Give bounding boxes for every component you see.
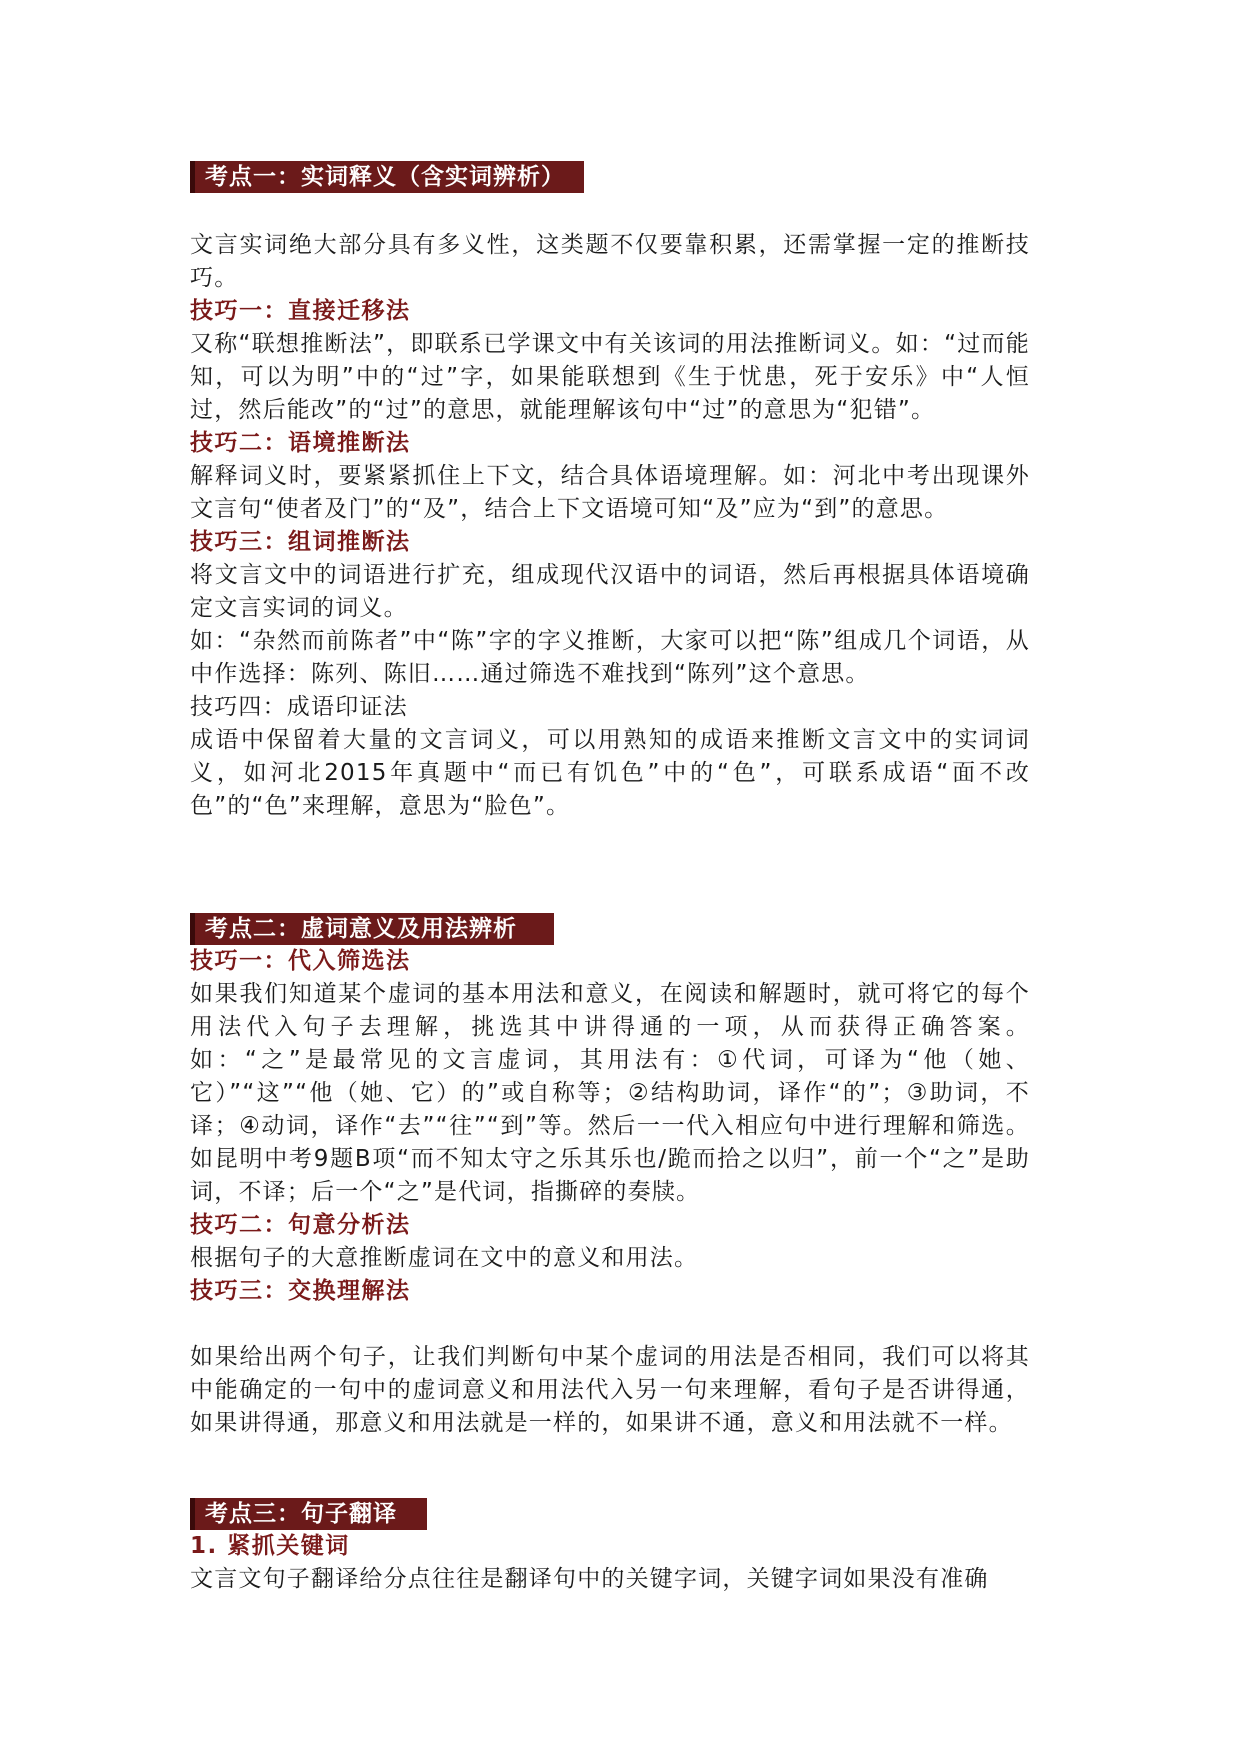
section2-content [190, 945, 1030, 1440]
subsection-title-keywords: 1. 紧抓关键词 [190, 1533, 350, 1559]
tip-text-word-group-1: 将文言文中的词语进行扩充，组成现代汉语中的词语，然后再根据具体语境确定文言实词的词义。 [190, 562, 1030, 621]
tip-text-sentence-meaning: 根据句子的大意推断虚词在文中的意义和用法。 [190, 1245, 699, 1271]
section1-content [190, 229, 1030, 823]
section1-intro: 文言实词绝大部分具有多义性，这类题不仅要靠积累，还需掌握一定的推断技巧。 [190, 232, 1030, 291]
tip-text-direct-transfer: 又称“联想推断法”，即联系已学课文中有关该词的用法推断词义。如：“过而能知，可以为明”中的“过”字，如果能联想到《生于忧患，死于安乐》中“人恒过，然后能改”的“过”的意思，就能理解该句中“过”的意思为“犯错”。 [190, 331, 1030, 423]
tip-title-sentence-meaning: 技巧二：句意分析法 [190, 1212, 411, 1238]
section3-content [190, 1530, 1030, 1596]
tip-title-substitute: 技巧一：代入筛选法 [190, 948, 411, 974]
tip-title-idiom: 技巧四：成语印证法 [190, 694, 408, 720]
tip-title-context: 技巧二：语境推断法 [190, 430, 411, 456]
section-title-1: 考点一：实词释义（含实词辨析） [190, 161, 584, 193]
tip-text-exchange: 如果给出两个句子，让我们判断句中某个虚词的用法是否相同，我们可以将其中能确定的一句中的虚词意义和用法代入另一句来理解，看句子是否讲得通，如果讲得通，那意义和用法就是一样的，如果讲不通，意义和用法就不一样。 [190, 1344, 1030, 1436]
tip-title-direct-transfer: 技巧一：直接迁移法 [190, 298, 411, 324]
tip-text-idiom: 成语中保留着大量的文言词义，可以用熟知的成语来推断文言文中的实词词义，如河北2015年真题中“而已有饥色”中的“色”，可联系成语“面不改色”的“色”来理解，意思为“脸色”。 [190, 727, 1030, 819]
tip-text-substitute: 如果我们知道某个虚词的基本用法和意义，在阅读和解题时，就可将它的每个用法代入句子去理解，挑选其中讲得通的一项，从而获得正确答案。如：“之”是最常见的文言虚词，其用法有：①代词，可译为“他（她、它）”“这”“他（她、它）的”或自称等；②结构助词，译作“的”；③助词，不译；④动词，译作“去”“往”“到”等。然后一一代入相应句中进行理解和筛选。如昆明中考9题B项“而不知太守之乐其乐也/跪而拾之以归”，前一个“之”是助词，不译；后一个“之”是代词，指撕碎的奏牍。 [190, 981, 1030, 1205]
section-title-2: 考点二：虚词意义及用法辨析 [190, 913, 554, 945]
tip-text-word-group-2: 如：“杂然而前陈者”中“陈”字的字义推断，大家可以把“陈”组成几个词语，从中作选择：陈列、陈旧……通过筛选不难找到“陈列”这个意思。 [190, 628, 1030, 687]
tip-text-context: 解释词义时，要紧紧抓住上下文，结合具体语境理解。如：河北中考出现课外文言句“使者及门”的“及”，结合上下文语境可知“及”应为“到”的意思。 [190, 463, 1030, 522]
subsection-text-keywords: 文言文句子翻译给分点往往是翻译句中的关键字词，关键字词如果没有准确 [190, 1566, 989, 1592]
tip-title-word-group: 技巧三：组词推断法 [190, 529, 411, 555]
section-title-3: 考点三：句子翻译 [190, 1498, 427, 1530]
tip-title-exchange: 技巧三：交换理解法 [190, 1278, 411, 1304]
